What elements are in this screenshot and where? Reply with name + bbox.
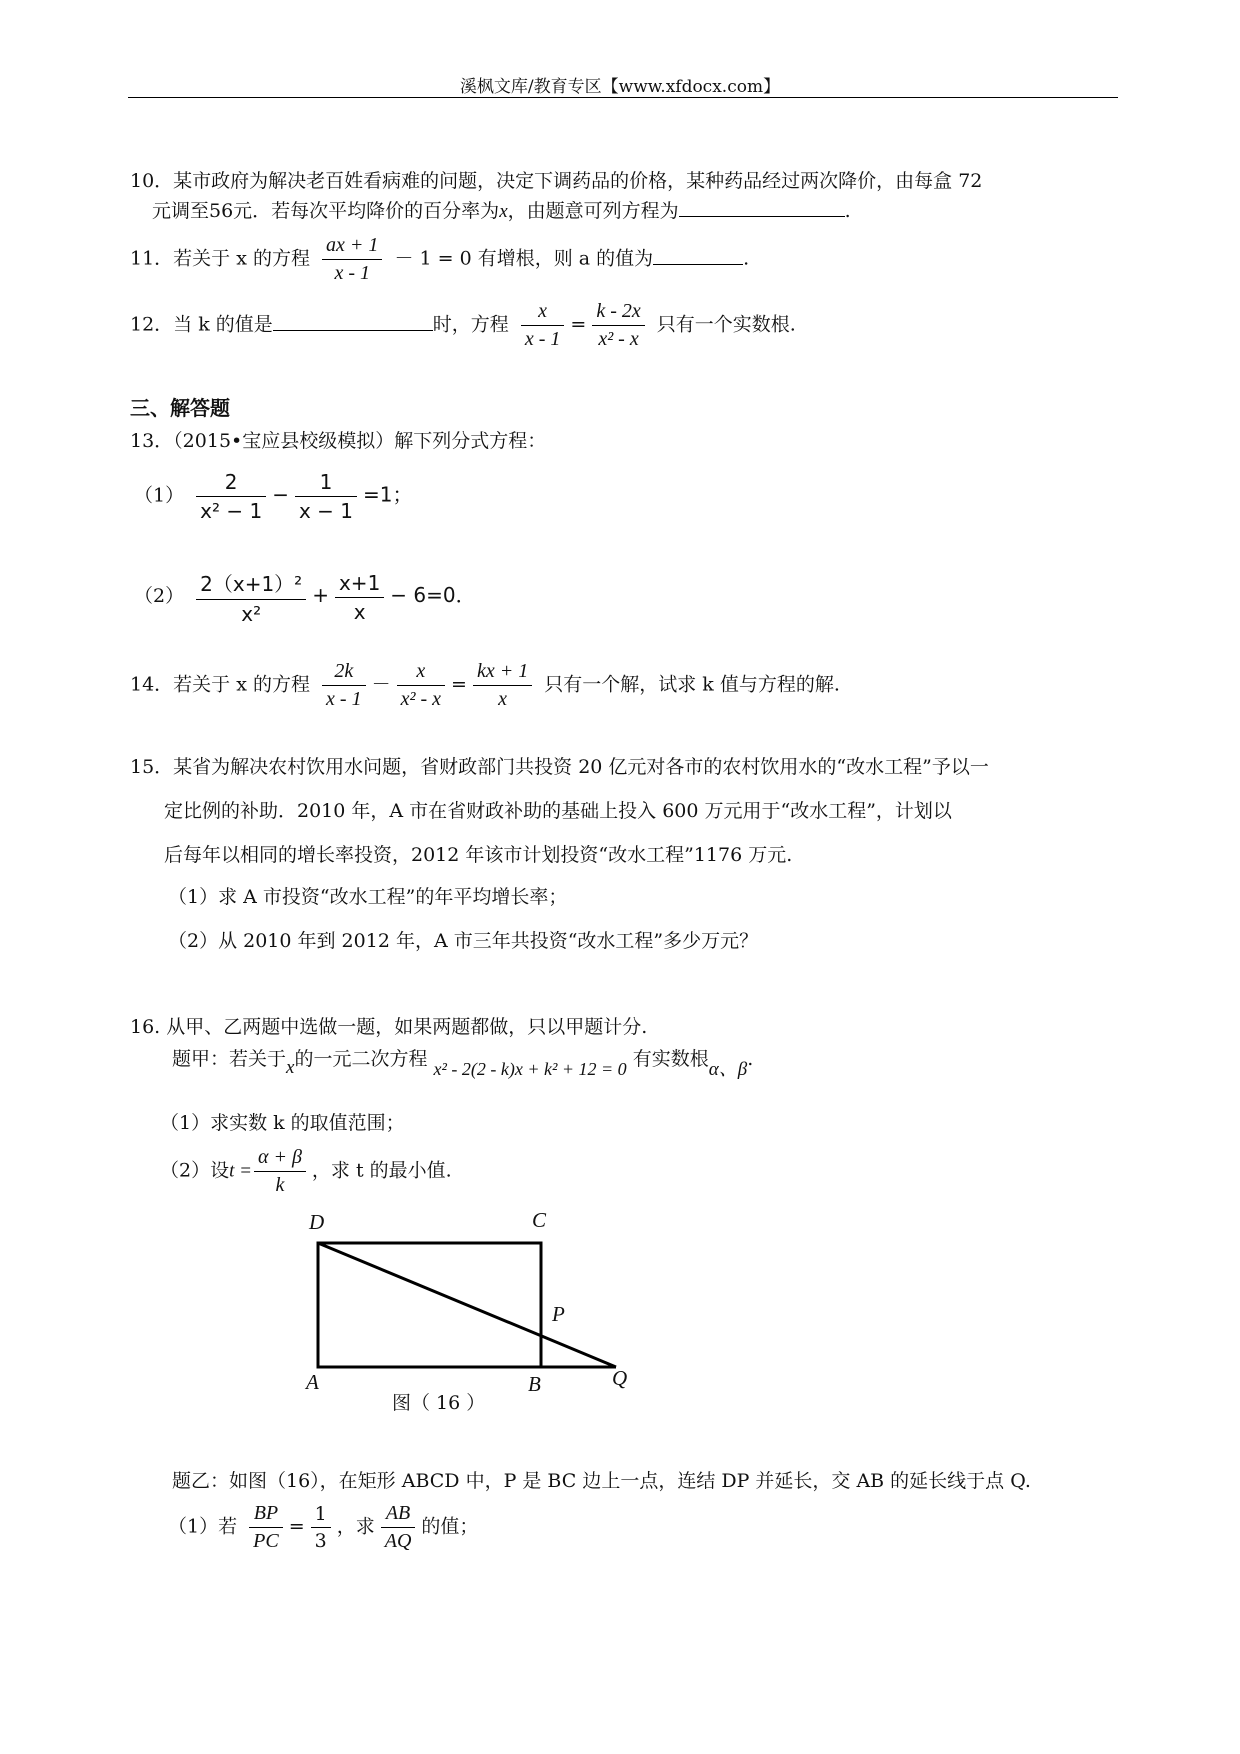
q16-yi1-f2-den: 3 — [314, 1530, 327, 1552]
q11-end: . — [743, 247, 750, 270]
q14-f2-den: x² - x — [400, 688, 442, 710]
q14-post: 只有一个解，试求 k 值与方程的解. — [544, 673, 840, 696]
q15-line3: 后每年以相同的增长率投资，2012 年该市计划投资“改水工程”1176 万元. — [164, 844, 793, 866]
q14-f1-num: 2k — [322, 660, 366, 686]
q12-f1-num: x — [521, 300, 565, 326]
q16-jia-pre: 题甲：若关于 — [172, 1048, 287, 1070]
q14-f3-den: x — [498, 688, 507, 710]
q15-line2: 定比例的补助．2010 年，A 市在省财政补助的基础上投入 600 万元用于“改水工程”，计划以 — [164, 800, 952, 822]
q14-equals: = — [451, 673, 467, 696]
q13-p1-minus: − — [272, 482, 289, 507]
q13-p2-tail: − 6=0． — [390, 583, 476, 607]
q11-prefix: 11．若关于 x 的方程 — [130, 247, 310, 270]
q16-sub2-num: α + β — [254, 1146, 306, 1172]
q14-f1-den: x - 1 — [326, 688, 362, 710]
q14-f3-num: kx + 1 — [473, 660, 532, 686]
q13-title: 13．（2015•宝应县校级模拟）解下列分式方程： — [130, 430, 547, 452]
label-q: Q — [612, 1366, 628, 1390]
q12-equals: = — [570, 313, 587, 336]
q13-p2-label: （2） — [134, 585, 185, 607]
q13-p1-label: （1） — [134, 484, 185, 507]
label-d: D — [309, 1210, 325, 1234]
q16-yi1-equals: = — [288, 1515, 305, 1538]
q10-line2-text: 元调至56元．若每次平均降价的百分率为 — [152, 200, 500, 222]
rectangle-abcd — [318, 1243, 541, 1367]
section-title: 三、解答题 — [130, 396, 230, 420]
q11-numerator: ax + 1 — [322, 234, 382, 260]
q16-yi-sub1 — [168, 1502, 478, 1553]
q16-sub2-post: ，求 t 的最小值. — [311, 1159, 452, 1182]
q11-mid: － 1 = 0 有增根，则 a 的值为 — [394, 247, 654, 270]
q16-jia-var: x — [286, 1057, 295, 1078]
q16-yi1-f2-num: 1 — [311, 1503, 331, 1528]
q10-end: . — [844, 200, 851, 222]
q12-f2-num: k - 2x — [592, 300, 644, 326]
q13-p2-plus: + — [312, 583, 329, 607]
q16-yi1-f3-num: AB — [381, 1502, 416, 1528]
line-dq — [318, 1243, 616, 1367]
q16-sub2-den: k — [275, 1174, 285, 1196]
q12-mid: 时，方程 — [432, 313, 509, 336]
q16-yi1-f1-den: PC — [253, 1530, 279, 1552]
q15-line1: 15．某省为解决农村饮用水问题，省财政部门共投资 20 亿元对各市的农村饮用水的“改水工程”予以一 — [130, 756, 989, 778]
q10-line1: 10．某市政府为解决老百姓看病难的问题，决定下调药品的价格，某种药品经过两次降价，由每盒 72 — [130, 170, 983, 192]
q13-p2-f1-num: 2（x+1）² — [196, 568, 306, 600]
q13-p2-f2-num: x+1 — [335, 571, 384, 598]
q16-yi1-f1-num: BP — [249, 1502, 283, 1528]
q16-jia-end: . — [747, 1048, 754, 1070]
q13-p1-f1-num: 2 — [196, 470, 266, 497]
q13-p2-f2-den: x — [353, 599, 366, 624]
q16-sub2-pre: （2）设 — [160, 1159, 230, 1182]
q16-jia-mid: 的一元二次方程 — [294, 1048, 428, 1070]
q16-yi1-post: 的值； — [421, 1515, 479, 1538]
q16-yi1-mid: ，求 — [336, 1515, 375, 1538]
q14-f2-num: x — [397, 660, 445, 686]
q14-minus: － — [371, 673, 391, 696]
q16-intro: 16. 从甲、乙两题中选做一题，如果两题都做，只以甲题计分. — [130, 1016, 648, 1038]
label-b: B — [528, 1372, 541, 1396]
q12-prefix: 12．当 k 的值是 — [130, 313, 273, 336]
q10-variable: x — [499, 201, 508, 222]
q16-jia-equation: x² - 2(2 - k)x + k² + 12 = 0 — [433, 1059, 627, 1079]
q16-yi1-fraction-1 — [249, 1502, 283, 1553]
q14-prefix: 14．若关于 x 的方程 — [130, 673, 310, 696]
q12-post: 只有一个实数根. — [656, 313, 796, 336]
q13-p1-f2-den: x − 1 — [298, 499, 354, 523]
q15-sub1: （1）求 A 市投资“改水工程”的年平均增长率； — [168, 886, 568, 908]
q16-yi1-pre: （1）若 — [168, 1515, 238, 1538]
q16-yi1-f3-den: AQ — [384, 1530, 412, 1552]
q12-f1-den: x - 1 — [524, 328, 561, 350]
page-header: 溪枫文库/教育专区【www.xfdocx.com】 — [459, 77, 781, 97]
q13-p1-f1-den: x² − 1 — [200, 499, 263, 523]
q16-yi-text: 题乙：如图（16），在矩形 ABCD 中，P 是 BC 边上一点，连结 DP 并延长，交 AB 的延长线于点 Q. — [172, 1470, 1031, 1492]
q16-jia-post: 有实数根 — [632, 1048, 709, 1070]
q13-p2-f1-den: x² — [241, 602, 262, 626]
q16-yi1-fraction-3 — [381, 1502, 416, 1553]
label-a: A — [306, 1370, 319, 1394]
q16-jia-roots: α、β — [708, 1059, 748, 1080]
label-c: C — [532, 1208, 547, 1232]
q16-yi1-fraction-2 — [311, 1503, 331, 1552]
q13-p1-tail: =1； — [363, 482, 413, 507]
q10-line2-tail: ，由题意可列方程为 — [507, 200, 679, 222]
label-p: P — [552, 1302, 565, 1326]
q16-sub2-t: t = — [229, 1160, 252, 1182]
q13-p1-f2-num: 1 — [295, 470, 357, 497]
q15-sub2: （2）从 2010 年到 2012 年，A 市三年共投资“改水工程”多少万元？ — [168, 930, 759, 952]
q12-f2-den: x² - x — [598, 328, 639, 350]
q16-sub1: （1）求实数 k 的取值范围； — [160, 1112, 405, 1134]
q11-denominator: x - 1 — [334, 262, 370, 284]
figure-caption: 图（ 16 ） — [392, 1392, 486, 1414]
